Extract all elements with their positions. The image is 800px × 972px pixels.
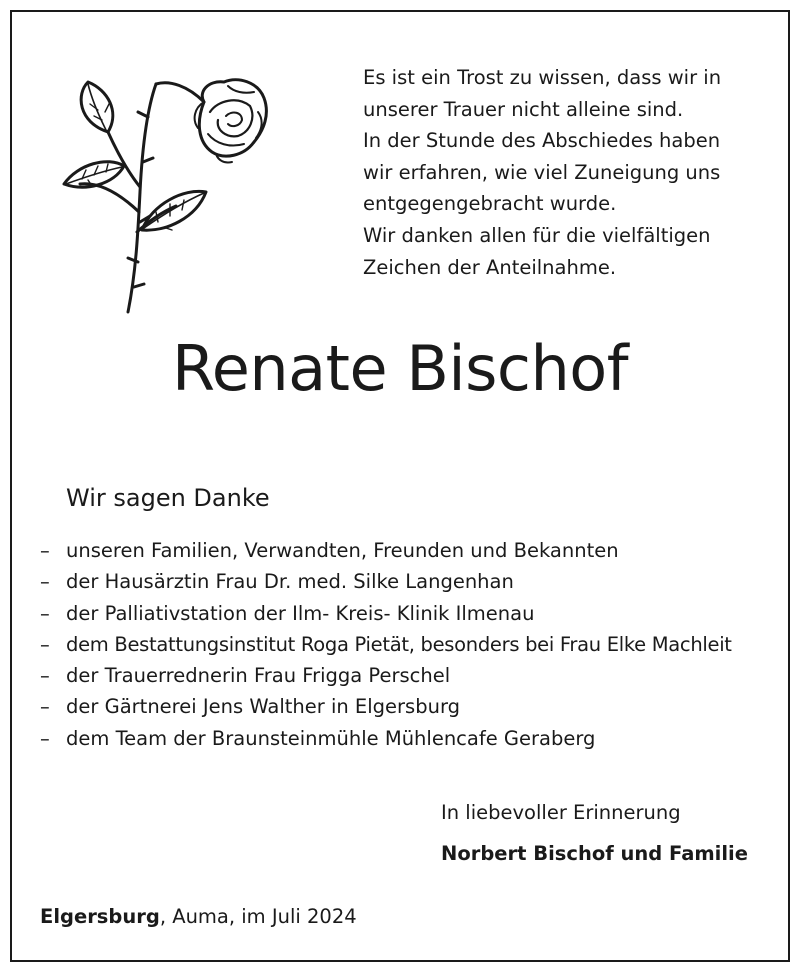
list-item-text: der Trauerrednerin Frau Frigga Perschel <box>66 664 451 688</box>
dash-bullet: – <box>40 664 50 688</box>
dash-bullet: – <box>40 695 50 719</box>
thanks-heading: Wir sagen Danke <box>66 484 270 512</box>
list-item <box>40 691 785 722</box>
dash-bullet: – <box>40 539 50 562</box>
rose-icon <box>58 72 273 317</box>
poem-line: unserer Trauer nicht alleine sind. <box>363 97 684 121</box>
dash-bullet: – <box>40 726 50 750</box>
list-item-text: dem Bestattungsinstitut Roga Pietät, besonders bei Frau Elke Machleit <box>66 632 732 656</box>
dash-bullet: – <box>40 632 50 656</box>
place-date-rest: , Auma, im Juli 2024 <box>159 905 357 928</box>
poem-line: entgegengebracht wurde. <box>363 192 617 216</box>
thanks-list <box>40 535 785 754</box>
poem-line: wir erfahren, wie viel Zuneigung uns <box>363 160 721 184</box>
list-item <box>40 723 785 754</box>
list-item <box>40 629 785 660</box>
list-item-text: dem Team der Braunsteinmühle Mühlencafe Geraberg <box>66 726 596 750</box>
dash-bullet: – <box>40 601 50 625</box>
deceased-name: Renate Bischof <box>171 332 629 405</box>
poem-line: Wir danken allen für die vielfältigen <box>363 223 711 247</box>
list-item <box>40 566 785 597</box>
list-item-text: unseren Familien, Verwandten, Freunden und Bekannten <box>66 539 619 562</box>
closing-line: In liebevoller Erinnerung <box>441 801 681 824</box>
place-name: Elgersburg <box>40 905 160 928</box>
place-date <box>40 905 357 928</box>
list-item <box>40 598 785 629</box>
signature: Norbert Bischof und Familie <box>441 842 748 865</box>
poem-line: Zeichen der Anteilnahme. <box>363 255 617 279</box>
list-item-text: der Palliativstation der Ilm- Kreis- Klinik Ilmenau <box>66 601 535 625</box>
poem-line: Es ist ein Trost zu wissen, dass wir in <box>363 66 722 89</box>
list-item-text: der Gärtnerei Jens Walther in Elgersburg <box>66 695 461 719</box>
poem-line: In der Stunde des Abschiedes haben <box>363 129 721 153</box>
dash-bullet: – <box>40 570 50 594</box>
poem <box>363 62 783 283</box>
list-item <box>40 535 785 566</box>
list-item <box>40 660 785 691</box>
list-item-text: der Hausärztin Frau Dr. med. Silke Langenhan <box>66 570 514 594</box>
